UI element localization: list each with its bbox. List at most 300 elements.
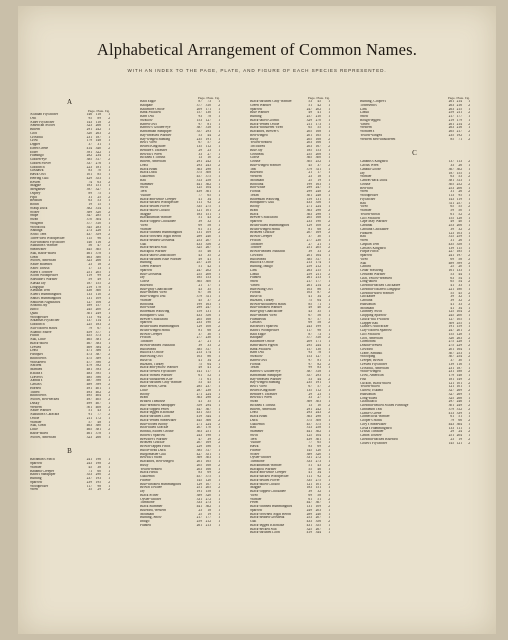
entry-page: 140 (86, 240, 92, 244)
entry-plate: 210 (315, 115, 321, 118)
entry-page: 51 (198, 265, 202, 268)
entry-page: 77 (198, 193, 202, 197)
entry-figure: 1 (328, 156, 330, 160)
entry-page: 379 (448, 407, 454, 411)
entry-plate: 17 (207, 283, 211, 287)
entry-name: Painted (250, 276, 261, 280)
entry-page: 103 (306, 291, 312, 295)
entry-name: Bohemian Waxwing (140, 310, 170, 313)
index-entry (30, 436, 110, 440)
entry-page: 385 (196, 347, 202, 351)
entry-figure: 2 (328, 336, 330, 340)
entry-name: Magpie (250, 486, 261, 490)
entry-plate: 75 (97, 191, 101, 195)
entry-plate: 109 (95, 296, 101, 300)
entry-plate: 395 (95, 371, 101, 375)
entry-figure: 1 (468, 347, 470, 351)
entry-plate: 35 (207, 253, 211, 257)
entry-name: Bachelor's Sparrow (250, 325, 279, 328)
entry-name: Cuckoo, Black-billed (360, 381, 391, 385)
entry-plate: 405 (95, 398, 101, 401)
entry-name: Acorn Woodpecker (30, 274, 58, 278)
entry-name: Florida (250, 291, 261, 295)
entry-page: 23 (308, 175, 312, 178)
entry-plate: 26 (458, 190, 462, 194)
entry-figure: 2 (328, 445, 330, 448)
entry-page: 297 (448, 400, 454, 404)
entry-figure: 2 (108, 180, 110, 184)
entry-plate: 275 (315, 478, 321, 482)
entry-plate: 51 (458, 415, 462, 419)
entry-page: 159 (306, 197, 312, 201)
entry-plate: 19 (207, 512, 211, 516)
entry-name: Cassin's Kingbird (360, 246, 386, 250)
entry-plate: 43 (207, 216, 211, 220)
entry-name: Crested (30, 345, 41, 349)
entry-plate: 355 (205, 411, 211, 415)
entry-figure: 1 (468, 351, 470, 355)
entry-name: Woodpecker (360, 194, 379, 197)
entry-plate: 177 (315, 280, 321, 283)
entry-figure: 2 (218, 328, 220, 332)
entry-figure: 1 (218, 283, 220, 287)
entry-name: Towhee (250, 246, 262, 250)
entry-name: Brown-headed Nuthatch (140, 343, 176, 347)
entry-plate: 224 (315, 205, 321, 208)
entry-name: Widgeon (30, 221, 44, 225)
entry-plate: 168 (315, 137, 321, 141)
entry-plate: 317 (205, 347, 211, 351)
entry-page: 39 (450, 227, 454, 231)
entry-name: Barred Owl (250, 358, 267, 362)
entry-page: 57 (88, 420, 92, 424)
entry-name: Bush-tit (250, 295, 262, 298)
entry-plate: 356 (315, 520, 321, 523)
entry-name: Audubon's Warbler (30, 244, 58, 248)
entry-plate: 27 (317, 396, 321, 400)
entry-name: Chestnut-sided Warbler (360, 291, 394, 295)
entry-figure: 1 (218, 493, 220, 497)
entry-name: Bonaparte's Gull (140, 313, 165, 317)
entry-plate: 366 (205, 418, 211, 422)
entry-plate: 40 (458, 220, 462, 224)
entry-name: Jay (140, 490, 145, 493)
entry-page: 377 (196, 103, 202, 107)
entry-figure: 1 (328, 332, 330, 336)
entry-plate: 38 (97, 465, 101, 469)
entry-plate: 19 (317, 178, 321, 182)
entry-name: Lazuli (250, 272, 260, 276)
entry-name: Blue Jay (250, 148, 263, 152)
entry-figure: 1 (468, 276, 470, 280)
entry-plate: 214 (315, 283, 321, 287)
entry-name: Alaska Jay (30, 281, 46, 285)
entry-page: 61 (198, 227, 202, 231)
entry-name: Baird's Woodpecker (250, 328, 279, 332)
entry-name: Baldpate (250, 336, 263, 340)
entry-figure: 2 (468, 212, 470, 216)
entry-page: 29 (450, 430, 454, 434)
entry-name: Scoter (250, 452, 260, 456)
entry-plate: 312 (456, 407, 462, 411)
entry-plate: 157 (95, 304, 101, 308)
entry-plate: 32 (317, 490, 321, 493)
entry-name: Coues's Flycatcher (360, 441, 388, 445)
entry-plate: 164 (456, 347, 462, 351)
index-column-1 (30, 96, 110, 616)
entry-plate: 56 (317, 313, 321, 317)
entry-plate: 133 (456, 269, 462, 272)
entry-figure: 1 (218, 250, 220, 253)
entry-name: Cape May Warbler (360, 220, 388, 224)
entry-page: 123 (448, 231, 454, 235)
entry-figure: 1 (328, 392, 330, 396)
entry-plate: 266 (95, 435, 101, 439)
entry-name: Woodpecker (30, 315, 49, 319)
entry-name: Long-tailed (360, 280, 377, 284)
entry-name: Arctic Tern (30, 233, 47, 236)
entry-figure: 1 (218, 467, 220, 471)
entry-figure: 2 (108, 146, 110, 150)
entry-plate: 42 (317, 103, 321, 107)
entry-figure: 1 (328, 265, 330, 268)
entry-page: 285 (196, 385, 202, 388)
entry-plate: 224 (205, 392, 211, 396)
entry-name: Bufflehead (250, 257, 266, 261)
entry-plate: 364 (456, 422, 462, 426)
entry-name: Chestnut-backed Bluebird (360, 437, 398, 441)
entry-figure: 1 (108, 135, 110, 139)
entry-name: Vulture (250, 441, 261, 445)
entry-figure: 1 (218, 137, 220, 141)
entry-name: Black-capped Petrel (140, 407, 170, 411)
entry-name: Long-billed (360, 396, 377, 400)
entry-plate: 34 (317, 471, 321, 475)
entry-plate: 293 (315, 373, 321, 377)
entry-page: 131 (196, 231, 202, 235)
entry-plate: 30 (207, 332, 211, 336)
entry-plate: 131 (205, 310, 211, 313)
entry-plate: 270 (315, 118, 321, 122)
entry-figure: 1 (108, 469, 110, 473)
entry-page: 445 (86, 248, 92, 251)
entry-page: 251 (306, 246, 312, 250)
entry-plate: 45 (207, 381, 211, 385)
entry-figure: 1 (468, 284, 470, 287)
entry-figure: 1 (468, 201, 470, 205)
entry-page: 127 (86, 300, 92, 304)
entry-page: 327 (448, 389, 454, 392)
entry-plate: 381 (95, 428, 101, 431)
entry-page: 243 (196, 433, 202, 437)
entry-figure: 1 (328, 531, 330, 535)
entry-figure: 1 (328, 355, 330, 358)
entry-figure: 2 (108, 413, 110, 416)
entry-page: 457 (196, 475, 202, 478)
entry-page: 313 (196, 178, 202, 182)
entry-page: 363 (306, 208, 312, 212)
entry-page: 379 (306, 167, 312, 171)
entry-figure: 1 (468, 126, 470, 130)
entry-name: Razor-billed (30, 431, 48, 435)
entry-plate: 57 (207, 141, 211, 145)
entry-figure: 1 (468, 434, 470, 437)
entry-figure: 1 (108, 188, 110, 191)
entry-figure: 2 (108, 233, 110, 236)
entry-page: 457 (306, 422, 312, 426)
entry-figure: 1 (218, 107, 220, 111)
entry-name: Blue-headed Vireo (140, 291, 167, 295)
entry-page: 201 (448, 347, 454, 351)
entry-figure: 2 (468, 437, 470, 441)
entry-figure: 1 (468, 314, 470, 317)
entry-figure: 1 (218, 430, 220, 433)
entry-plate: 159 (456, 325, 462, 329)
entry-figure: 2 (468, 227, 470, 231)
entry-figure: 2 (468, 430, 470, 434)
entry-plate: 107 (205, 482, 211, 486)
entry-name: Yellow-headed (140, 467, 162, 471)
entry-plate: 226 (95, 229, 101, 233)
entry-figure: 1 (468, 179, 470, 182)
entry-page: 45 (198, 298, 202, 302)
entry-plate: 318 (315, 370, 321, 373)
entry-name: Scaup Duck (30, 206, 48, 210)
entry-name: Blue-winged Teal (140, 295, 166, 298)
entry-figure: 2 (108, 281, 110, 285)
entry-page: 69 (308, 493, 312, 497)
entry-plate: 111 (456, 426, 462, 430)
entry-name: Gull (140, 242, 147, 246)
entry-page: 115 (86, 236, 92, 240)
entry-name: Oriole (30, 416, 40, 420)
entry-figure: 1 (328, 441, 330, 445)
entry-plate: 215 (315, 268, 321, 272)
entry-figure: 1 (108, 128, 110, 131)
entry-plate: 234 (95, 154, 101, 158)
entry-page: 367 (448, 167, 454, 171)
entry-plate: 203 (315, 508, 321, 512)
entry-name: Black-and-yellow Warbler (140, 366, 179, 370)
entry-page: 245 (86, 308, 92, 311)
entry-figure: 2 (468, 137, 470, 141)
entry-page: 229 (196, 445, 202, 448)
entry-plate: 248 (315, 190, 321, 193)
entry-name: Auk, Great (30, 424, 46, 428)
entry-name: Blue-headed Vireo (250, 313, 277, 317)
entry-page: 253 (196, 238, 202, 242)
page-title: Alphabetical Arrangement of Common Names. (96, 40, 418, 59)
entry-name: Botteri's Sparrow (140, 433, 166, 437)
entry-plate: 49 (97, 278, 101, 281)
entry-figure: 2 (468, 336, 470, 340)
entry-page: 31 (450, 239, 454, 242)
entry-name: Florida (250, 362, 261, 366)
entry-page: 347 (86, 214, 92, 218)
entry-figure: 1 (468, 216, 470, 220)
entry-figure: 2 (108, 338, 110, 341)
entry-page: 325 (306, 527, 312, 531)
entry-plate: 77 (97, 413, 101, 416)
entry-plate: 121 (456, 441, 462, 445)
entry-name: Swift (250, 433, 258, 437)
entry-plate: 377 (95, 330, 101, 334)
entry-figure: 2 (328, 283, 330, 287)
entry-page: 29 (198, 148, 202, 152)
entry-figure: 1 (108, 169, 110, 173)
entry-plate: 60 (97, 469, 101, 473)
entry-plate: 168 (205, 463, 211, 467)
entry-plate: 251 (205, 430, 211, 433)
entry-figure: 2 (218, 231, 220, 235)
entry-name: Blackpoll Warbler (140, 250, 167, 253)
entry-plate: 101 (456, 385, 462, 389)
entry-plate: 104 (205, 186, 211, 190)
entry-plate: 31 (97, 143, 101, 146)
entry-name: Brant (250, 208, 258, 212)
entry-page: 121 (448, 381, 454, 385)
entry-page: 231 (448, 366, 454, 370)
entry-figure: 1 (218, 193, 220, 197)
entry-plate: 34 (317, 295, 321, 298)
entry-plate: 192 (456, 133, 462, 137)
entry-name: American Avocet (30, 124, 55, 128)
entry-page: 125 (306, 433, 312, 437)
entry-plate: 340 (95, 146, 101, 150)
entry-figure: 1 (108, 113, 110, 116)
entry-page: 21 (308, 171, 312, 175)
entry-figure: 1 (328, 280, 330, 283)
entry-figure: 1 (468, 250, 470, 254)
entry-plate: 362 (315, 430, 321, 433)
entry-figure: 1 (468, 186, 470, 190)
entry-name: Broad-tailed Hummingbird (140, 325, 180, 328)
entry-name: Bunting (140, 261, 152, 265)
entry-name: Swan (250, 400, 258, 403)
entry-figure: 1 (328, 460, 330, 463)
entry-page: 39 (450, 295, 454, 299)
entry-figure: 2 (468, 302, 470, 306)
entry-name: Magpie (140, 212, 151, 216)
entry-plate: 228 (456, 340, 462, 344)
entry-page: 213 (196, 351, 202, 355)
index-entry (30, 488, 110, 492)
entry-figure: 1 (468, 366, 470, 370)
entry-name: Chat, Yellow-breasted (360, 276, 392, 280)
entry-page: 74 (88, 180, 92, 184)
entry-name: Cerulean Warbler (360, 272, 386, 276)
entry-plate: 32 (458, 299, 462, 302)
entry-page: 63 (450, 276, 454, 280)
entry-page: 387 (306, 370, 312, 373)
entry-plate: 351 (205, 452, 211, 456)
entry-page: 309 (448, 321, 454, 325)
entry-page: 21 (198, 283, 202, 287)
entry-plate: 95 (458, 194, 462, 197)
entry-plate: 181 (95, 165, 101, 169)
entry-figure: 2 (218, 163, 220, 167)
entry-figure: 2 (108, 131, 110, 135)
entry-name: Black-throated Loon (250, 531, 280, 535)
entry-name: Bronzed Grackle (250, 231, 275, 235)
entry-plate: 171 (205, 107, 211, 111)
entry-plate: 34 (458, 306, 462, 310)
entry-name: Crossbill, American (360, 366, 389, 370)
entry-plate: 196 (95, 458, 101, 462)
entry-plate: 267 (315, 527, 321, 531)
entry-figure: 1 (328, 122, 330, 126)
entry-figure: 2 (328, 231, 330, 235)
entry-figure: 2 (108, 315, 110, 319)
entry-plate: 344 (315, 531, 321, 535)
entry-plate: 272 (315, 456, 321, 460)
entry-name: Carolina Chickadee (360, 227, 389, 231)
index-column-3 (250, 96, 330, 616)
entry-name: Worthen's (360, 130, 375, 133)
entry-plate: 380 (95, 255, 101, 259)
entry-figure: 2 (218, 358, 220, 362)
column-header: Page. Plate. Fig. (447, 96, 470, 100)
entry-page: 111 (306, 475, 312, 478)
entry-figure: 2 (108, 300, 110, 304)
entry-plate: 86 (207, 355, 211, 358)
entry-plate: 373 (95, 334, 101, 338)
entry-page: 211 (86, 416, 92, 420)
entry-page: 363 (306, 212, 312, 216)
entry-name: Wren (30, 488, 38, 492)
entry-page: 87 (308, 332, 312, 336)
entry-name: Bell's Vireo (250, 385, 267, 388)
entry-page: 299 (196, 306, 202, 310)
entry-figure: 1 (328, 205, 330, 208)
entry-page: 282 (86, 154, 92, 158)
entry-name: Canada Goose (360, 167, 381, 171)
entry-page: 61 (450, 415, 454, 419)
entry-plate: 213 (205, 523, 211, 527)
entry-page: 438 (86, 289, 92, 293)
entry-page: 465 (86, 428, 92, 431)
entry-plate: 163 (315, 182, 321, 186)
entry-figure: 2 (108, 293, 110, 296)
entry-plate: 101 (315, 482, 321, 486)
entry-figure: 1 (328, 178, 330, 182)
entry-plate: 18 (97, 263, 101, 266)
entry-plate: 200 (95, 308, 101, 311)
entry-figure: 1 (218, 223, 220, 227)
entry-page: 389 (306, 452, 312, 456)
entry-page: 495 (86, 394, 92, 398)
entry-page: 65 (450, 205, 454, 209)
entry-plate: 302 (456, 167, 462, 171)
entry-plate: 263 (456, 336, 462, 340)
entry-figure: 1 (218, 497, 220, 501)
entry-name: Bittern, American (250, 407, 276, 411)
entry-page: 83 (88, 169, 92, 173)
entry-name: Owl (30, 116, 37, 120)
entry-figure: 1 (108, 225, 110, 229)
entry-plate: 195 (95, 480, 101, 484)
entry-page: 439 (196, 190, 202, 193)
entry-page: 157 (306, 347, 312, 351)
entry-page: 469 (86, 345, 92, 349)
entry-name: Guillemot (140, 475, 155, 478)
entry-name: Mountain (140, 512, 154, 516)
entry-plate: 45 (458, 291, 462, 295)
entry-plate: 353 (95, 176, 101, 180)
entry-plate: 230 (205, 336, 211, 340)
entry-plate: 211 (315, 272, 321, 276)
entry-name: Paroquet (30, 353, 43, 356)
